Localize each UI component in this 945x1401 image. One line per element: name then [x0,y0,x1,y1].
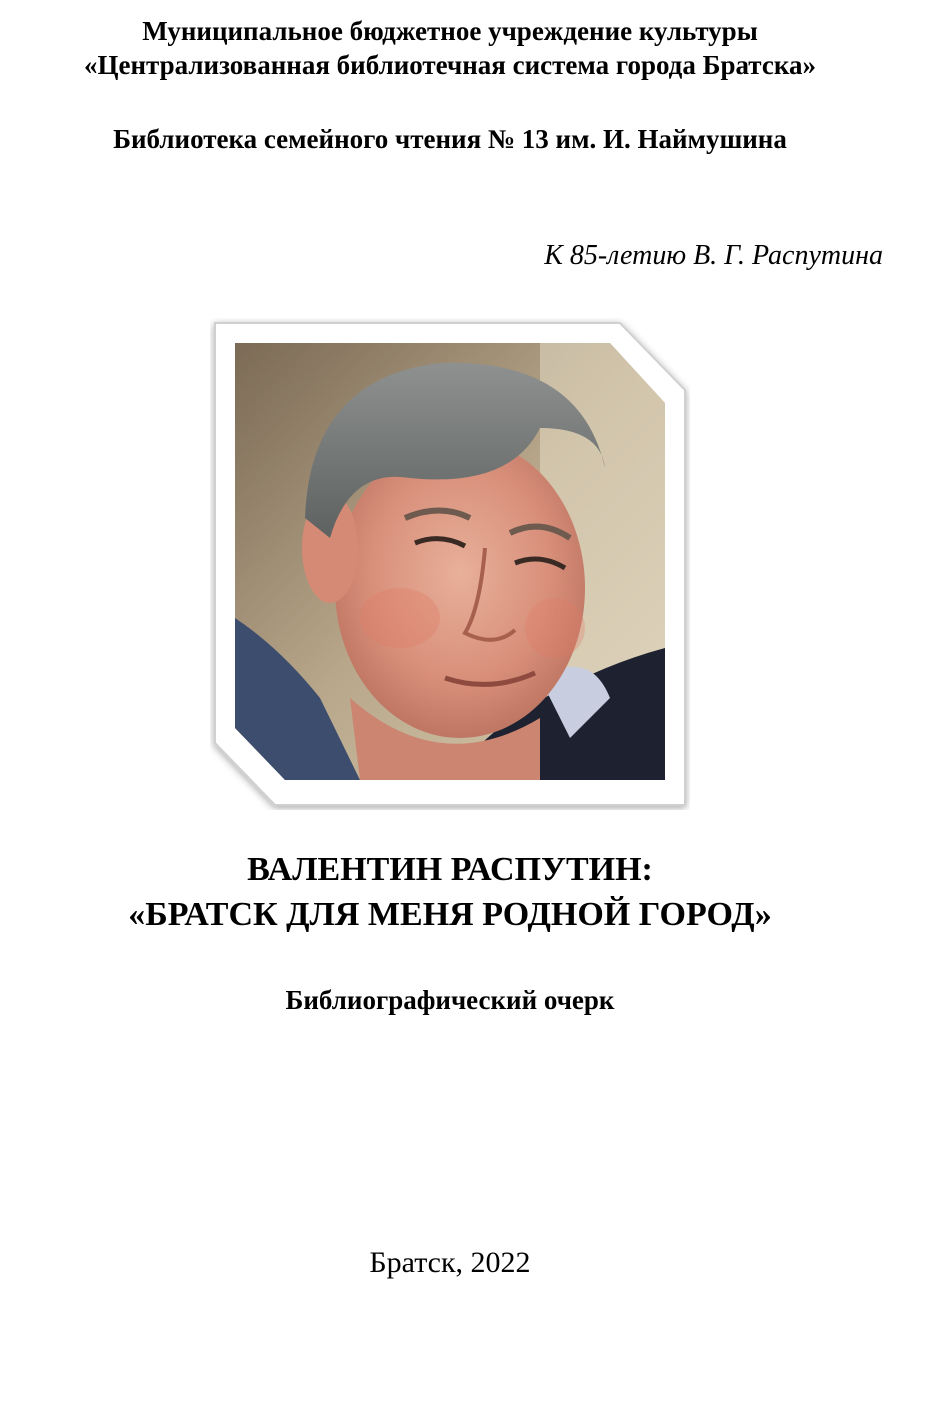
organization-name-line2: «Централизованная библиотечная система города Братска» [84,50,816,80]
dedication: К 85-летию В. Г. Распутина [544,240,883,271]
portrait-photo [210,318,690,810]
portrait-photo-icon [210,318,690,810]
book-subtitle: Библиографический очерк [285,985,615,1015]
book-title-line1: ВАЛЕНТИН РАСПУТИН: [247,851,653,888]
organization-name-line1: Муниципальное бюджетное учреждение культуры [142,16,758,46]
imprint: Братск, 2022 [369,1246,531,1279]
library-name: Библиотека семейного чтения № 13 им. И. Наймушина [113,124,787,154]
book-title-line2: «БРАТСК ДЛЯ МЕНЯ РОДНОЙ ГОРОД» [128,896,772,933]
